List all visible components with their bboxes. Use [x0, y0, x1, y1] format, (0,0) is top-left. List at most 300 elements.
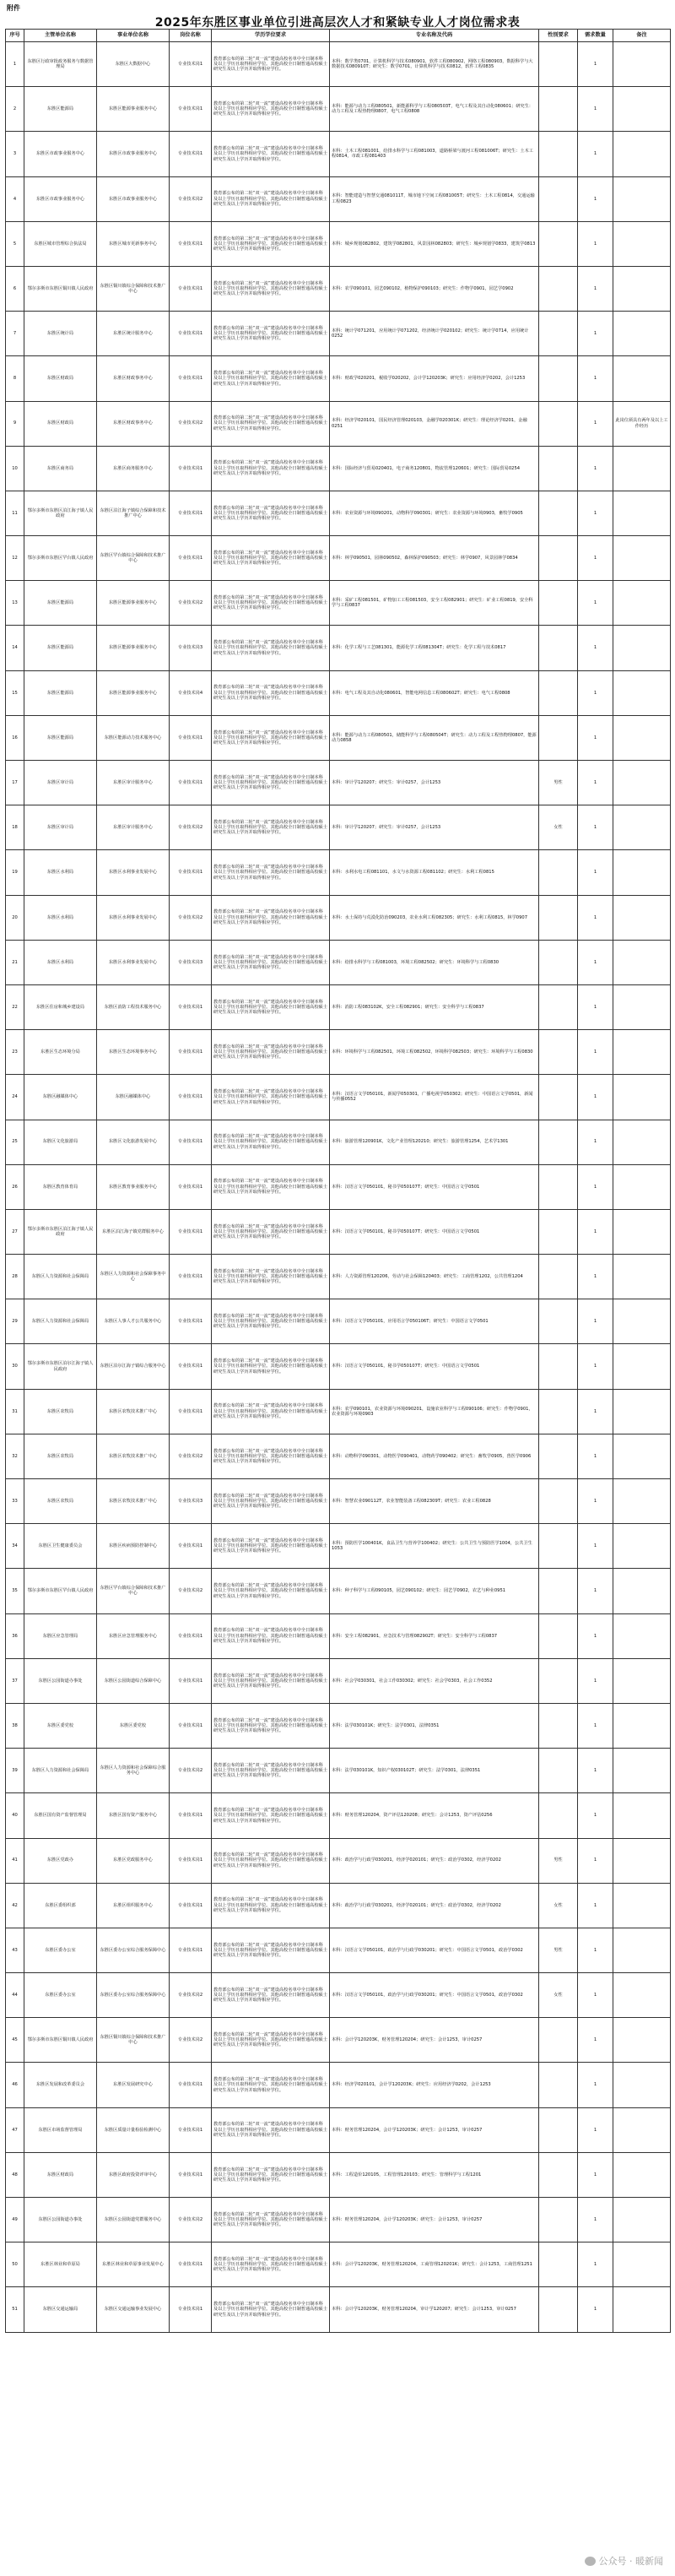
cell-dept: 东胜区财政局	[24, 356, 97, 401]
cell-seq: 24	[6, 1075, 24, 1120]
cell-sex	[539, 715, 578, 760]
cell-unit: 东胜区人事人才公共服务中心	[97, 1299, 170, 1344]
cell-post: 专业技术岗1	[170, 2242, 212, 2287]
cell-post: 专业技术岗2	[170, 805, 212, 850]
cell-sex	[539, 1793, 578, 1838]
cell-unit: 东胜区质量计量检验检测中心	[97, 2107, 170, 2152]
cell-major: 本科：财务管理120204，会计学120203K；研究生：会计1253，审计0257	[330, 2198, 539, 2242]
table-row	[6, 895, 671, 940]
cell-education: 教育部公布的第二轮“双一流”建设高校名单中全日制本科及以上学历且取得相应学位。其他高校全日制普通高校硕士研究生及以上学历并取得相应学位。	[212, 850, 330, 895]
cell-note	[613, 1928, 671, 1972]
cell-note	[613, 1569, 671, 1613]
cell-dept: 东胜区商务局	[24, 446, 97, 491]
cell-sex: 男性	[539, 1838, 578, 1883]
cell-note	[613, 1479, 671, 1524]
table-row	[6, 401, 671, 446]
cell-sex: 男性	[539, 1928, 578, 1972]
cell-education: 教育部公布的第二轮“双一流”建设高校名单中全日制本科及以上学历且取得相应学位。其他高校全日制普通高校硕士研究生及以上学历并取得相应学位。	[212, 805, 330, 850]
cell-unit: 东胜区党政服务中心	[97, 1838, 170, 1883]
cell-sex	[539, 940, 578, 984]
cell-quantity: 1	[578, 984, 613, 1029]
cell-quantity: 1	[578, 132, 613, 176]
cell-seq: 26	[6, 1164, 24, 1209]
cell-note	[613, 940, 671, 984]
cell-dept: 东胜区市场监督管理局	[24, 2107, 97, 2152]
table-row	[6, 1928, 671, 1972]
table-row	[6, 1209, 671, 1254]
cell-seq: 35	[6, 1569, 24, 1613]
cell-post: 专业技术岗1	[170, 1883, 212, 1928]
cell-quantity: 1	[578, 1479, 613, 1524]
table-header-row	[6, 30, 671, 42]
table-row	[6, 581, 671, 626]
cell-sex: 女性	[539, 1973, 578, 2018]
table-row	[6, 1883, 671, 1928]
cell-seq: 19	[6, 850, 24, 895]
table-row	[6, 1120, 671, 1164]
cell-education: 教育部公布的第二轮“双一流”建设高校名单中全日制本科及以上学历且取得相应学位。其他高校全日制普通高校硕士研究生及以上学历并取得相应学位。	[212, 1883, 330, 1928]
cell-quantity: 1	[578, 1164, 613, 1209]
cell-major: 本科：水利水电工程081101，水文与水资源工程081102；研究生：水利工程0815	[330, 850, 539, 895]
table-row	[6, 1569, 671, 1613]
cell-quantity: 1	[578, 1928, 613, 1972]
cell-note	[613, 2018, 671, 2063]
cell-dept: 东胜区卫生健康委员会	[24, 1524, 97, 1569]
cell-unit: 东胜区政府投资评审中心	[97, 2152, 170, 2197]
cell-sex	[539, 1434, 578, 1478]
cell-major: 本科：审计学120207；研究生：审计0257，会计1253	[330, 805, 539, 850]
cell-seq: 5	[6, 221, 24, 266]
cell-education: 教育部公布的第二轮“双一流”建设高校名单中全日制本科及以上学历且取得相应学位。其他高校全日制普通高校硕士研究生及以上学历并取得相应学位。	[212, 715, 330, 760]
cell-education: 教育部公布的第二轮“双一流”建设高校名单中全日制本科及以上学历且取得相应学位。其他高校全日制普通高校硕士研究生及以上学历并取得相应学位。	[212, 1255, 330, 1299]
cell-seq: 40	[6, 1793, 24, 1838]
cell-note	[613, 2287, 671, 2332]
cell-sex	[539, 1255, 578, 1299]
table-row	[6, 1524, 671, 1569]
cell-quantity: 1	[578, 1749, 613, 1793]
cell-quantity: 1	[578, 1524, 613, 1569]
table-row	[6, 1255, 671, 1299]
cell-note	[613, 1524, 671, 1569]
cell-post: 专业技术岗1	[170, 1524, 212, 1569]
cell-unit: 东胜区委办公室综合服务保障中心	[97, 1928, 170, 1972]
table-row	[6, 176, 671, 221]
cell-dept: 鄂尔多斯市东胜区泊尔江海子镇人民政府	[24, 1344, 97, 1389]
cell-education: 教育部公布的第二轮“双一流”建设高校名单中全日制本科及以上学历且取得相应学位。其他高校全日制普通高校硕士研究生及以上学历并取得相应学位。	[212, 895, 330, 940]
cell-post: 专业技术岗1	[170, 1613, 212, 1658]
cell-post: 专业技术岗2	[170, 1973, 212, 2018]
cell-seq: 15	[6, 670, 24, 715]
cell-post: 专业技术岗1	[170, 536, 212, 581]
cell-note	[613, 446, 671, 491]
cell-quantity: 1	[578, 2287, 613, 2332]
table-row	[6, 940, 671, 984]
cell-note	[613, 1973, 671, 2018]
cell-unit: 东胜区泊江海子镇综合保障和技术推广中心	[97, 491, 170, 535]
table-row	[6, 42, 671, 87]
cell-dept: 东胜区生态环境分局	[24, 1030, 97, 1075]
cell-note	[613, 2242, 671, 2287]
cell-major: 本科：智慧农业090112T，农业智能装备工程082309T；研究生：农业工程0828	[330, 1479, 539, 1524]
table-row	[6, 491, 671, 535]
cell-unit: 东胜区农牧技术推广中心	[97, 1479, 170, 1524]
cell-unit: 东胜区罕台镇综合保障和技术推广中心	[97, 536, 170, 581]
cell-unit: 东胜区农牧技术推广中心	[97, 1389, 170, 1434]
cell-note	[613, 715, 671, 760]
table-row	[6, 1164, 671, 1209]
cell-post: 专业技术岗1	[170, 356, 212, 401]
cell-education: 教育部公布的第二轮“双一流”建设高校名单中全日制本科及以上学历且取得相应学位。其他高校全日制普通高校硕士研究生及以上学历并取得相应学位。	[212, 670, 330, 715]
cell-unit: 东胜区融媒体中心	[97, 1075, 170, 1120]
table-row	[6, 2152, 671, 2197]
cell-unit: 东胜区泊江海子镇党群服务中心	[97, 1209, 170, 1254]
cell-sex	[539, 1658, 578, 1703]
cell-education: 教育部公布的第二轮“双一流”建设高校名单中全日制本科及以上学历且取得相应学位。其他高校全日制普通高校硕士研究生及以上学历并取得相应学位。	[212, 1344, 330, 1389]
cell-dept: 东胜区农牧局	[24, 1434, 97, 1478]
table-row	[6, 132, 671, 176]
cell-unit: 东胜区泊尔江海子镇综合服务中心	[97, 1344, 170, 1389]
cell-education: 教育部公布的第二轮“双一流”建设高校名单中全日制本科及以上学历且取得相应学位。其他高校全日制普通高校硕士研究生及以上学历并取得相应学位。	[212, 401, 330, 446]
cell-unit: 东胜区统计服务中心	[97, 312, 170, 356]
table-row	[6, 1793, 671, 1838]
cell-quantity: 1	[578, 1658, 613, 1703]
cell-unit: 东胜区组织服务中心	[97, 1883, 170, 1928]
cell-education: 教育部公布的第二轮“双一流”建设高校名单中全日制本科及以上学历且取得相应学位。其他高校全日制普通高校硕士研究生及以上学历并取得相应学位。	[212, 1658, 330, 1703]
cell-post: 专业技术岗1	[170, 2107, 212, 2152]
cell-unit: 东胜区能源动力技术服务中心	[97, 715, 170, 760]
cell-seq: 31	[6, 1389, 24, 1434]
cell-major: 本科：汉语言文学050101，政治学与行政学030201；研究生：中国语言文学0501，政治学0302	[330, 1928, 539, 1972]
cell-dept: 鄂尔多斯市东胜区铜川镇人民政府	[24, 2018, 97, 2063]
cell-major: 本科：消防工程083102K，安全工程082901；研究生：安全科学与工程0837	[330, 984, 539, 1029]
cell-dept: 东胜区统计局	[24, 312, 97, 356]
cell-dept: 东胜区林业和草原局	[24, 2242, 97, 2287]
cell-note	[613, 1883, 671, 1928]
cell-seq: 28	[6, 1255, 24, 1299]
cell-major: 本科：汉语言文学050101，秘书学050107T；研究生：中国语言文学0501	[330, 1209, 539, 1254]
cell-major: 本科：汉语言文学050101，新闻学050301，广播电视学050302；研究生：中国语言文学0501，新闻与传播0552	[330, 1075, 539, 1120]
cell-unit: 东胜区审计服务中心	[97, 805, 170, 850]
watermark	[585, 2554, 664, 2568]
cell-dept: 东胜区应急管理局	[24, 1613, 97, 1658]
table-row	[6, 715, 671, 760]
cell-post: 专业技术岗3	[170, 1479, 212, 1524]
cell-major: 本科：数学类0701，计算机科学与技术080901，软件工程080902，网络工程080903，数据科学与大数据技术080910T；研究生：数学0701，计算机科学与技术0812，软件工程0835	[330, 42, 539, 87]
cell-note	[613, 850, 671, 895]
table-row	[6, 1299, 671, 1344]
cell-major: 本科：会计学120203K，财务管理120204；研究生：会计1253，审计0257	[330, 2018, 539, 2063]
table-row	[6, 1658, 671, 1703]
cell-seq: 12	[6, 536, 24, 581]
cell-sex	[539, 581, 578, 626]
cell-unit: 东胜区文化旅游发展中心	[97, 1120, 170, 1164]
cell-note	[613, 266, 671, 311]
table-row	[6, 221, 671, 266]
cell-post: 专业技术岗1	[170, 87, 212, 132]
cell-major: 本科：智能建造与智慧交通081011T，城市地下空间工程081005T；研究生：土木工程0814，交通运输工程0823	[330, 176, 539, 221]
cell-post: 专业技术岗1	[170, 2063, 212, 2107]
cell-sex	[539, 2287, 578, 2332]
cell-education: 教育部公布的第二轮“双一流”建设高校名单中全日制本科及以上学历且取得相应学位。其他高校全日制普通高校硕士研究生及以上学历并取得相应学位。	[212, 1164, 330, 1209]
cell-seq: 51	[6, 2287, 24, 2332]
cell-unit: 东胜区委办公室综合服务保障中心	[97, 1973, 170, 2018]
cell-unit: 东胜区城市更新事务中心	[97, 221, 170, 266]
cell-major: 本科：会计学120203K，财务管理120204，工商管理120201K；研究生：会计1253，工商管理1251	[330, 2242, 539, 2287]
cell-post: 专业技术岗1	[170, 1344, 212, 1389]
cell-education: 教育部公布的第二轮“双一流”建设高校名单中全日制本科及以上学历且取得相应学位。其他高校全日制普通高校硕士研究生及以上学历并取得相应学位。	[212, 1793, 330, 1838]
cell-major: 本科：给排水科学与工程081003，环境工程082502；研究生：环境科学与工程0830	[330, 940, 539, 984]
table-row	[6, 2063, 671, 2107]
cell-education: 教育部公布的第二轮“双一流”建设高校名单中全日制本科及以上学历且取得相应学位。其他高校全日制普通高校硕士研究生及以上学历并取得相应学位。	[212, 42, 330, 87]
cell-major: 本科：种子科学与工程090105，园艺090102；研究生：园艺学0902，农艺与种业0951	[330, 1569, 539, 1613]
cell-post: 专业技术岗2	[170, 2018, 212, 2063]
cell-post: 专业技术岗1	[170, 1030, 212, 1075]
cell-unit: 东胜区商务服务中心	[97, 446, 170, 491]
cell-major: 本科：采矿工程081501，矿物加工工程081503，安全工程082901；研究生：矿业工程0819，安全科学与工程0837	[330, 581, 539, 626]
cell-major: 本科：国际经济与贸易020401，电子商务120801，物流管理120601；研究生：国际贸易0254	[330, 446, 539, 491]
cell-seq: 39	[6, 1749, 24, 1793]
cell-major: 本科：动物科学090301，动物医学090401，动物药学090402；研究生：畜牧学0905，兽医学0906	[330, 1434, 539, 1478]
cell-quantity: 1	[578, 1838, 613, 1883]
table-row	[6, 1613, 671, 1658]
cell-note	[613, 670, 671, 715]
cell-education: 教育部公布的第二轮“双一流”建设高校名单中全日制本科及以上学历且取得相应学位。其他高校全日制普通高校硕士研究生及以上学历并取得相应学位。	[212, 1838, 330, 1883]
cell-post: 专业技术岗1	[170, 1120, 212, 1164]
cell-unit: 东胜区应急管理服务中心	[97, 1613, 170, 1658]
cell-seq: 30	[6, 1344, 24, 1389]
cell-sex	[539, 536, 578, 581]
cell-dept: 东胜区财政局	[24, 401, 97, 446]
cell-sex	[539, 2242, 578, 2287]
cell-education: 教育部公布的第二轮“双一流”建设高校名单中全日制本科及以上学历且取得相应学位。其他高校全日制普通高校硕士研究生及以上学历并取得相应学位。	[212, 2198, 330, 2242]
cell-major: 本科：财政学020201，税收学020202，会计学120203K；研究生：应用经济学0202，会计1253	[330, 356, 539, 401]
cell-quantity: 1	[578, 850, 613, 895]
cell-note	[613, 312, 671, 356]
cell-major: 本科：农学090101，园艺090102，植物保护090103；研究生：作物学0901，园艺学0902	[330, 266, 539, 311]
cell-seq: 32	[6, 1434, 24, 1478]
cell-quantity: 1	[578, 1569, 613, 1613]
cell-quantity: 1	[578, 536, 613, 581]
document-title: 2025年东胜区事业单位引进高层次人才和紧缺专业人才岗位需求表	[154, 16, 521, 30]
cell-dept: 鄂尔多斯市东胜区罕台镇人民政府	[24, 536, 97, 581]
cell-major: 本科：社会学030301，社会工作030302；研究生：社会学0303，社会工作0352	[330, 1658, 539, 1703]
cell-seq: 27	[6, 1209, 24, 1254]
cell-quantity: 1	[578, 1434, 613, 1478]
cell-dept: 东胜区市政事业服务中心	[24, 176, 97, 221]
cell-dept: 东胜区市政事业服务中心	[24, 132, 97, 176]
cell-dept: 鄂尔多斯市东胜区泊江海子镇人民政府	[24, 1209, 97, 1254]
cell-seq: 23	[6, 1030, 24, 1075]
cell-note	[613, 1658, 671, 1703]
cell-note	[613, 1075, 671, 1120]
cell-sex	[539, 491, 578, 535]
cell-quantity: 1	[578, 1209, 613, 1254]
header-unit: 事业单位名称	[97, 30, 170, 42]
cell-note	[613, 491, 671, 535]
header-note: 备注	[613, 30, 671, 42]
cell-quantity: 1	[578, 670, 613, 715]
cell-quantity: 1	[578, 761, 613, 805]
cell-seq: 21	[6, 940, 24, 984]
cell-post: 专业技术岗1	[170, 761, 212, 805]
cell-seq: 50	[6, 2242, 24, 2287]
cell-education: 教育部公布的第二轮“双一流”建设高校名单中全日制本科及以上学历且取得相应学位。其他高校全日制普通高校硕士研究生及以上学历并取得相应学位。	[212, 1030, 330, 1075]
cell-note	[613, 356, 671, 401]
cell-major: 本科：汉语言文学050101，政治学与行政学030201；研究生：中国语言文学0501，政治学0302	[330, 1973, 539, 2018]
cell-quantity: 1	[578, 446, 613, 491]
cell-education: 教育部公布的第二轮“双一流”建设高校名单中全日制本科及以上学历且取得相应学位。其他高校全日制普通高校硕士研究生及以上学历并取得相应学位。	[212, 2242, 330, 2287]
cell-education: 教育部公布的第二轮“双一流”建设高校名单中全日制本科及以上学历且取得相应学位。其他高校全日制普通高校硕士研究生及以上学历并取得相应学位。	[212, 312, 330, 356]
cell-quantity: 1	[578, 1075, 613, 1120]
cell-post: 专业技术岗2	[170, 401, 212, 446]
cell-major: 本科：能源与动力工程080501，新能源科学与工程080503T，电气工程及其自动化080601；研究生：动力工程及工程热物理0807，电气工程0808	[330, 87, 539, 132]
cell-post: 专业技术岗1	[170, 1299, 212, 1344]
cell-seq: 41	[6, 1838, 24, 1883]
table-row	[6, 1973, 671, 2018]
cell-post: 专业技术岗1	[170, 1703, 212, 1748]
cell-note	[613, 176, 671, 221]
cell-note	[613, 1613, 671, 1658]
cell-dept: 鄂尔多斯市东胜区罕台镇人民政府	[24, 1569, 97, 1613]
table-row	[6, 1703, 671, 1748]
cell-sex	[539, 2152, 578, 2197]
cell-dept: 东胜区行政审批政务服务与数据管理局	[24, 42, 97, 87]
cell-dept: 东胜区能源局	[24, 581, 97, 626]
cell-sex	[539, 1120, 578, 1164]
cell-seq: 38	[6, 1703, 24, 1748]
cell-post: 专业技术岗3	[170, 626, 212, 670]
cell-seq: 9	[6, 401, 24, 446]
cell-quantity: 1	[578, 1883, 613, 1928]
cell-dept: 东胜区审计局	[24, 761, 97, 805]
header-quantity: 需求数量	[578, 30, 613, 42]
cell-post: 专业技术岗1	[170, 1389, 212, 1434]
cell-education: 教育部公布的第二轮“双一流”建设高校名单中全日制本科及以上学历且取得相应学位。其他高校全日制普通高校硕士研究生及以上学历并取得相应学位。	[212, 176, 330, 221]
cell-dept: 东胜区水利局	[24, 940, 97, 984]
cell-note	[613, 984, 671, 1029]
cell-education: 教育部公布的第二轮“双一流”建设高校名单中全日制本科及以上学历且取得相应学位。其他高校全日制普通高校硕士研究生及以上学历并取得相应学位。	[212, 132, 330, 176]
table-row	[6, 446, 671, 491]
cell-seq: 4	[6, 176, 24, 221]
cell-sex	[539, 850, 578, 895]
table-row	[6, 536, 671, 581]
cell-sex	[539, 42, 578, 87]
cell-major: 本科：财务管理120204，资产评估120208；研究生：会计1253，资产评估0256	[330, 1793, 539, 1838]
cell-sex	[539, 2107, 578, 2152]
cell-education: 教育部公布的第二轮“双一流”建设高校名单中全日制本科及以上学历且取得相应学位。其他高校全日制普通高校硕士研究生及以上学历并取得相应学位。	[212, 1524, 330, 1569]
cell-note	[613, 895, 671, 940]
watermark-text: 公众号 · 暖新闻	[598, 2556, 663, 2567]
cell-education: 教育部公布的第二轮“双一流”建设高校名单中全日制本科及以上学历且取得相应学位。其他高校全日制普通高校硕士研究生及以上学历并取得相应学位。	[212, 626, 330, 670]
cell-unit: 东胜区能源事业服务中心	[97, 87, 170, 132]
cell-unit: 东胜区市政事业服务中心	[97, 132, 170, 176]
cell-unit: 东胜区水利事业发展中心	[97, 895, 170, 940]
cell-major: 本科：旅游管理120901K，文化产业管理120210；研究生：旅游管理1254，艺术学1301	[330, 1120, 539, 1164]
cell-note	[613, 87, 671, 132]
cell-dept: 东胜区委党校	[24, 1703, 97, 1748]
cell-dept: 东胜区党政办	[24, 1838, 97, 1883]
cell-education: 教育部公布的第二轮“双一流”建设高校名单中全日制本科及以上学历且取得相应学位。其他高校全日制普通高校硕士研究生及以上学历并取得相应学位。	[212, 87, 330, 132]
cell-seq: 3	[6, 132, 24, 176]
cell-unit: 东胜区委党校	[97, 1703, 170, 1748]
cell-post: 专业技术岗1	[170, 266, 212, 311]
header-post: 岗位名称	[170, 30, 212, 42]
cell-seq: 16	[6, 715, 24, 760]
wechat-icon	[585, 2557, 596, 2566]
cell-sex	[539, 1030, 578, 1075]
cell-quantity: 1	[578, 356, 613, 401]
table-row	[6, 2287, 671, 2332]
cell-major: 本科：法学030101K，知识产权030102T；研究生：法学0301，法律0351	[330, 1749, 539, 1793]
cell-major: 本科：经济学020101，会计学120203K；研究生：应用经济学0202，会计1253	[330, 2063, 539, 2107]
cell-unit: 东胜区教育事业服务中心	[97, 1164, 170, 1209]
cell-unit: 东胜区人力资源和社会保障综合服务中心	[97, 1749, 170, 1793]
cell-dept: 东胜区文化旅游局	[24, 1120, 97, 1164]
cell-post: 专业技术岗1	[170, 446, 212, 491]
cell-seq: 13	[6, 581, 24, 626]
cell-sex	[539, 1164, 578, 1209]
cell-seq: 7	[6, 312, 24, 356]
cell-post: 专业技术岗2	[170, 1569, 212, 1613]
cell-sex	[539, 132, 578, 176]
cell-major: 本科：安全工程082901，应急技术与管理082902T；研究生：安全科学与工程0837	[330, 1613, 539, 1658]
attachment-label: 附件	[7, 4, 20, 12]
cell-dept: 东胜区交通运输局	[24, 2287, 97, 2332]
cell-seq: 29	[6, 1299, 24, 1344]
cell-dept: 东胜区财政局	[24, 2152, 97, 2197]
header-sex: 性别要求	[539, 30, 578, 42]
cell-seq: 43	[6, 1928, 24, 1972]
cell-sex	[539, 266, 578, 311]
cell-post: 专业技术岗1	[170, 1209, 212, 1254]
cell-education: 教育部公布的第二轮“双一流”建设高校名单中全日制本科及以上学历且取得相应学位。其他高校全日制普通高校硕士研究生及以上学历并取得相应学位。	[212, 1120, 330, 1164]
cell-post: 专业技术岗1	[170, 1164, 212, 1209]
cell-seq: 20	[6, 895, 24, 940]
cell-note	[613, 1164, 671, 1209]
cell-dept: 东胜区融媒体中心	[24, 1075, 97, 1120]
cell-seq: 6	[6, 266, 24, 311]
cell-major: 本科：化学工程与工艺081301，能源化学工程081304T；研究生：化学工程与技术0817	[330, 626, 539, 670]
cell-education: 教育部公布的第二轮“双一流”建设高校名单中全日制本科及以上学历且取得相应学位。其他高校全日制普通高校硕士研究生及以上学历并取得相应学位。	[212, 2107, 330, 2152]
cell-note	[613, 1030, 671, 1075]
cell-major: 本科：工程造价120105，工程管理120103；研究生：管理科学与工程1201	[330, 2152, 539, 2197]
cell-quantity: 1	[578, 1613, 613, 1658]
cell-sex	[539, 221, 578, 266]
table-row	[6, 850, 671, 895]
cell-post: 专业技术岗4	[170, 670, 212, 715]
cell-note	[613, 2107, 671, 2152]
cell-sex	[539, 2198, 578, 2242]
cell-sex	[539, 626, 578, 670]
cell-unit: 东胜区发展研究中心	[97, 2063, 170, 2107]
cell-note	[613, 2152, 671, 2197]
cell-quantity: 1	[578, 895, 613, 940]
table-row	[6, 1344, 671, 1389]
cell-education: 教育部公布的第二轮“双一流”建设高校名单中全日制本科及以上学历且取得相应学位。其他高校全日制普通高校硕士研究生及以上学历并取得相应学位。	[212, 446, 330, 491]
table-row	[6, 2107, 671, 2152]
cell-seq: 45	[6, 2018, 24, 2063]
cell-note	[613, 42, 671, 87]
cell-education: 教育部公布的第二轮“双一流”建设高校名单中全日制本科及以上学历且取得相应学位。其他高校全日制普通高校硕士研究生及以上学历并取得相应学位。	[212, 2287, 330, 2332]
cell-note	[613, 1703, 671, 1748]
cell-seq: 49	[6, 2198, 24, 2242]
cell-sex	[539, 1749, 578, 1793]
cell-post: 专业技术岗1	[170, 491, 212, 535]
cell-post: 专业技术岗1	[170, 984, 212, 1029]
cell-education: 教育部公布的第二轮“双一流”建设高校名单中全日制本科及以上学历且取得相应学位。其他高校全日制普通高校硕士研究生及以上学历并取得相应学位。	[212, 1703, 330, 1748]
cell-seq: 48	[6, 2152, 24, 2197]
cell-sex	[539, 2018, 578, 2063]
